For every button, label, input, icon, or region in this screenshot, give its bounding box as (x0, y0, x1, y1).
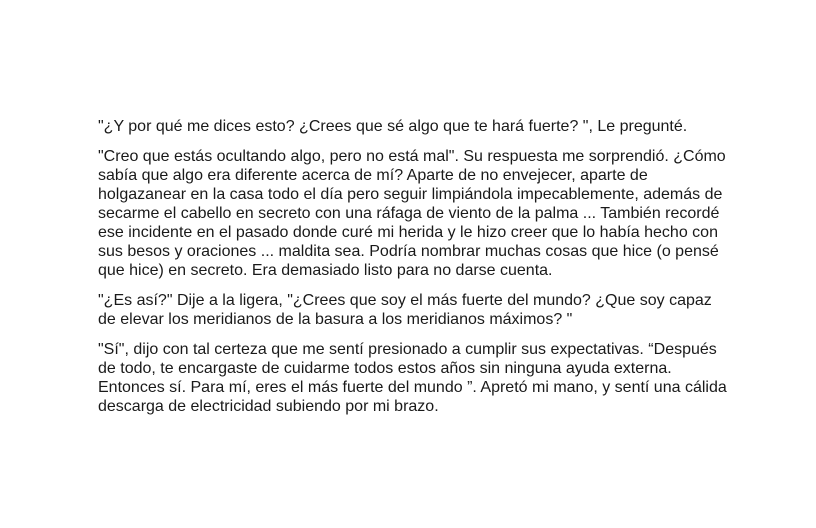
paragraph-2: "Creo que estás ocultando algo, pero no está mal". Su respuesta me sorprendió. ¿Cómo sabía que algo era diferente acerca de mí? Aparte de no envejecer, aparte de holgazanear en la casa todo el día pero seguir limpiándola impecablemente, además de secarme el cabello en secreto con una ráfaga de viento de la palma ... También recordé ese incidente en el pasado donde curé mi herida y le hizo creer que lo había hecho con sus besos y oraciones ... maldita sea. Podría nombrar muchas cosas que hice (o pensé que hice) en secreto. Era demasiado listo para no darse cuenta. (98, 148, 726, 279)
paragraph-4: "Sí", dijo con tal certeza que me sentí presionado a cumplir sus expectativas. “Después de todo, te encargaste de cuidarme todos estos años sin ninguna ayuda externa. Entonces sí. Para mí, eres el más fuerte del mundo ”. Apretó mi mano, y sentí una cálida descarga de electricidad subiendo por mi brazo. (98, 341, 727, 415)
paragraph-3: "¿Es así?" Dije a la ligera, "¿Crees que soy el más fuerte del mundo? ¿Que soy capaz de elevar los meridianos de la basura a los meridianos máximos? " (98, 292, 712, 328)
paragraph-1: "¿Y por qué me dices esto? ¿Crees que sé algo que te hará fuerte? ", Le pregunté. (98, 118, 688, 135)
